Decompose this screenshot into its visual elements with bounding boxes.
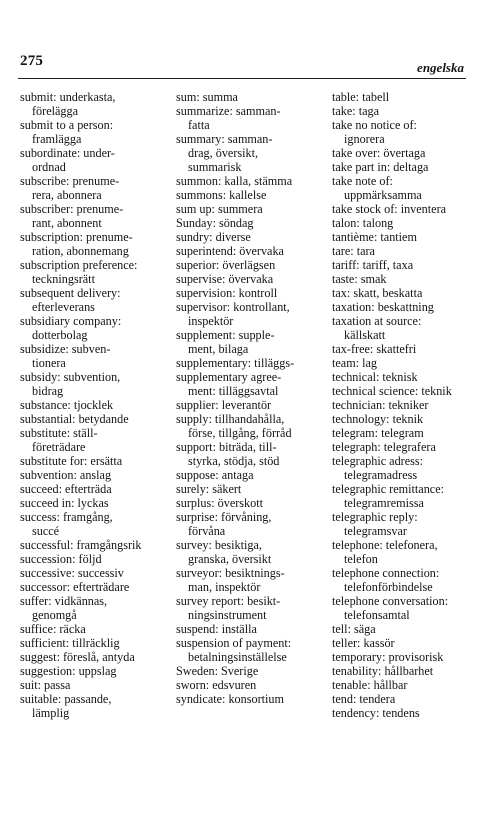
entry-line: succession: följd [20, 552, 102, 566]
glossary-entry [332, 412, 480, 426]
glossary-entry [20, 580, 170, 594]
glossary-entry [20, 202, 170, 230]
entry-line: superior: överlägsen [176, 258, 276, 272]
glossary-entry [332, 426, 480, 440]
page-number: 275 [20, 53, 44, 69]
glossary-entry [332, 160, 480, 174]
glossary-entry [332, 706, 480, 720]
glossary-entry [332, 216, 480, 230]
entry-line: success: framgång, [20, 510, 113, 524]
glossary-column-1 [20, 90, 170, 720]
entry-continuation-line: ment, bilaga [188, 342, 249, 356]
glossary-entry [176, 244, 328, 258]
entry-line: succeed in: lyckas [20, 496, 109, 510]
glossary-entry [332, 90, 480, 104]
entry-continuation-line: ningsinstrument [188, 608, 267, 622]
glossary-entry [332, 118, 480, 146]
entry-line: take stock of: inventera [332, 202, 447, 216]
glossary-entry [20, 468, 170, 482]
glossary-entry [332, 622, 480, 636]
entry-line: tendency: tendens [332, 706, 420, 720]
entry-line: sufficient: tillräcklig [20, 636, 120, 650]
entry-line: summary: samman- [176, 132, 273, 146]
entry-continuation-line: rera, abonnera [32, 188, 102, 202]
glossary-entry [332, 174, 480, 202]
entry-line: take note of: [332, 174, 393, 188]
entry-line: substitute: ställ- [20, 426, 98, 440]
entry-continuation-line: telefon [344, 552, 378, 566]
entry-line: supervise: övervaka [176, 272, 274, 286]
entry-line: substitute for: ersätta [20, 454, 123, 468]
entry-line: table: tabell [332, 90, 390, 104]
glossary-entry [20, 90, 170, 118]
entry-line: survey: besiktiga, [176, 538, 262, 552]
entry-line: subscribe: prenume- [20, 174, 120, 188]
glossary-entry [332, 384, 480, 398]
entry-line: tare: tara [332, 244, 375, 258]
glossary-entry [176, 300, 328, 328]
entry-line: technical: teknisk [332, 370, 418, 384]
entry-line: technology: teknik [332, 412, 424, 426]
glossary-entry [20, 398, 170, 412]
glossary-entry [332, 440, 480, 454]
entry-line: telephone conversation: [332, 594, 449, 608]
glossary-entry [176, 258, 328, 272]
glossary-entry [332, 538, 480, 566]
entry-line: subvention: anslag [20, 468, 112, 482]
glossary-entry [332, 202, 480, 216]
glossary-entry [176, 538, 328, 566]
entry-continuation-line: summarisk [188, 160, 242, 174]
glossary-entry [20, 342, 170, 370]
entry-line: superintend: övervaka [176, 244, 284, 258]
glossary-entry [176, 482, 328, 496]
glossary-entry [332, 482, 480, 510]
entry-line: surprise: förvåning, [176, 510, 272, 524]
entry-continuation-line: förse, tillgång, förråd [188, 426, 292, 440]
glossary-entry [20, 314, 170, 342]
entry-continuation-line: betalningsinställelse [188, 650, 287, 664]
entry-continuation-line: ignorera [344, 132, 385, 146]
entry-line: telephone connection: [332, 566, 440, 580]
entry-line: suitable: passande, [20, 692, 112, 706]
entry-continuation-line: rant, abonnent [32, 216, 102, 230]
entry-line: surveyor: besiktnings- [176, 566, 285, 580]
entry-line: taxation at source: [332, 314, 422, 328]
glossary-entry [176, 370, 328, 398]
glossary-entry [20, 174, 170, 202]
glossary-entry [20, 482, 170, 496]
entry-line: technician: tekniker [332, 398, 429, 412]
glossary-entry [332, 258, 480, 272]
glossary-entry [20, 118, 170, 146]
entry-line: successful: framgångsrik [20, 538, 142, 552]
glossary-entry [176, 678, 328, 692]
entry-line: talon: talong [332, 216, 394, 230]
entry-line: submit: underkasta, [20, 90, 116, 104]
entry-line: supplier: leverantör [176, 398, 272, 412]
entry-line: suspension of payment: [176, 636, 292, 650]
entry-continuation-line: bidrag [32, 384, 64, 398]
entry-continuation-line: inspektör [188, 314, 234, 328]
entry-continuation-line: förelägga [32, 104, 79, 118]
entry-line: subscriber: prenume- [20, 202, 124, 216]
entry-continuation-line: telefonförbindelse [344, 580, 433, 594]
entry-line: telegraphic remittance: [332, 482, 444, 496]
glossary-entry [332, 286, 480, 300]
entry-line: submit to a person: [20, 118, 114, 132]
glossary-entry [176, 566, 328, 594]
glossary-entry [20, 146, 170, 174]
glossary-entry [176, 468, 328, 482]
glossary-entry [176, 412, 328, 440]
entry-continuation-line: tionera [32, 356, 66, 370]
entry-continuation-line: telegramsvar [344, 524, 407, 538]
glossary-entry [176, 510, 328, 538]
entry-line: subsidy: subvention, [20, 370, 121, 384]
entry-continuation-line: källskatt [344, 328, 386, 342]
glossary-entry [176, 174, 328, 188]
glossary-entry [176, 636, 328, 664]
glossary-entry [332, 314, 480, 342]
entry-continuation-line: telefonsamtal [344, 608, 410, 622]
glossary-entry [20, 258, 170, 286]
glossary-entry [176, 104, 328, 132]
entry-continuation-line: granska, översikt [188, 552, 272, 566]
entry-continuation-line: förvåna [188, 524, 226, 538]
glossary-column-3 [332, 90, 480, 720]
entry-continuation-line: styrka, stödja, stöd [188, 454, 280, 468]
entry-line: tax-free: skattefri [332, 342, 417, 356]
entry-line: Sunday: söndag [176, 216, 254, 230]
glossary-entry [176, 188, 328, 202]
glossary-entry [332, 692, 480, 706]
glossary-entry [20, 510, 170, 538]
glossary-entry [20, 692, 170, 720]
entry-line: suspend: inställa [176, 622, 257, 636]
entry-continuation-line: företrädare [32, 440, 86, 454]
glossary-entry [332, 566, 480, 594]
glossary-entry [332, 594, 480, 622]
entry-continuation-line: lämplig [32, 706, 70, 720]
glossary-entry [176, 230, 328, 244]
entry-line: sum up: summera [176, 202, 263, 216]
entry-line: survey report: besikt- [176, 594, 281, 608]
glossary-entry [176, 356, 328, 370]
entry-line: tax: skatt, beskatta [332, 286, 423, 300]
glossary-entry [332, 664, 480, 678]
entry-line: suppose: antaga [176, 468, 254, 482]
glossary-entry [20, 286, 170, 314]
entry-line: technical science: teknik [332, 384, 452, 398]
entry-continuation-line: efterleverans [32, 300, 95, 314]
glossary-entry [176, 132, 328, 174]
entry-continuation-line: succé [32, 524, 60, 538]
entry-line: subsidize: subven- [20, 342, 111, 356]
glossary-entry [332, 272, 480, 286]
entry-line: sworn: edsvuren [176, 678, 257, 692]
glossary-entry [20, 622, 170, 636]
glossary-entry [332, 398, 480, 412]
entry-line: telegraphic adress: [332, 454, 424, 468]
entry-continuation-line: ment: tilläggsavtal [188, 384, 279, 398]
entry-line: tenable: hållbar [332, 678, 408, 692]
entry-continuation-line: ration, abonnemang [32, 244, 129, 258]
entry-line: supplementary agree- [176, 370, 282, 384]
entry-line: telegraphic reply: [332, 510, 418, 524]
entry-continuation-line: uppmärksamma [344, 188, 422, 202]
entry-continuation-line: framlägga [32, 132, 82, 146]
entry-line: take: taga [332, 104, 380, 118]
entry-line: summarize: samman- [176, 104, 281, 118]
entry-line: tariff: tariff, taxa [332, 258, 414, 272]
glossary-entry [20, 426, 170, 454]
entry-line: subordinate: under- [20, 146, 115, 160]
glossary-entry [176, 594, 328, 622]
entry-line: support: biträda, till- [176, 440, 277, 454]
glossary-entry [176, 496, 328, 510]
glossary-entry [176, 90, 328, 104]
glossary-entry [176, 692, 328, 706]
entry-line: telegram: telegram [332, 426, 424, 440]
glossary-entry [332, 370, 480, 384]
entry-line: supplementary: tilläggs- [176, 356, 295, 370]
entry-line: take no notice of: [332, 118, 417, 132]
glossary-entry [20, 566, 170, 580]
entry-line: tend: tendera [332, 692, 396, 706]
entry-line: supply: tillhandahålla, [176, 412, 285, 426]
glossary-entry [332, 636, 480, 650]
glossary-entry [332, 300, 480, 314]
entry-line: surplus: överskott [176, 496, 264, 510]
entry-line: subsidiary company: [20, 314, 122, 328]
entry-line: suffice: räcka [20, 622, 86, 636]
entry-line: tantième: tantiem [332, 230, 417, 244]
glossary-entry [176, 286, 328, 300]
entry-continuation-line: genomgå [32, 608, 77, 622]
glossary-entry [20, 650, 170, 664]
entry-line: summons: kallelse [176, 188, 267, 202]
entry-line: syndicate: konsortium [176, 692, 284, 706]
entry-line: supplement: supple- [176, 328, 275, 342]
entry-line: successor: efterträdare [20, 580, 130, 594]
glossary-entry [20, 664, 170, 678]
entry-line: subscription preference: [20, 258, 138, 272]
entry-line: supervision: kontroll [176, 286, 278, 300]
entry-line: subscription: prenume- [20, 230, 133, 244]
entry-line: sum: summa [176, 90, 238, 104]
entry-line: teller: kassör [332, 636, 395, 650]
entry-line: telephone: telefonera, [332, 538, 438, 552]
glossary-entry [176, 664, 328, 678]
entry-line: suggest: föreslå, antyda [20, 650, 135, 664]
entry-line: taste: smak [332, 272, 387, 286]
entry-line: suffer: vidkännas, [20, 594, 108, 608]
glossary-entry [332, 230, 480, 244]
glossary-entry [176, 622, 328, 636]
glossary-entry [332, 342, 480, 356]
entry-line: substance: tjocklek [20, 398, 114, 412]
entry-line: team: lag [332, 356, 378, 370]
entry-continuation-line: dotterbolag [32, 328, 88, 342]
glossary-entry [176, 202, 328, 216]
glossary-entry [20, 230, 170, 258]
entry-line: tell: säga [332, 622, 376, 636]
entry-line: taxation: beskattning [332, 300, 434, 314]
glossary-entry [332, 510, 480, 538]
entry-line: substantial: betydande [20, 412, 129, 426]
running-head: engelska [417, 60, 464, 75]
glossary-entry [20, 636, 170, 650]
header-rule [18, 78, 466, 79]
entry-line: suit: passa [20, 678, 71, 692]
entry-line: telegraph: telegrafera [332, 440, 436, 454]
entry-continuation-line: fatta [188, 118, 210, 132]
entry-continuation-line: ordnad [32, 160, 66, 174]
glossary-entry [332, 678, 480, 692]
glossary-entry [20, 412, 170, 426]
glossary-entry [332, 356, 480, 370]
entry-line: surely: säkert [176, 482, 242, 496]
glossary-entry [176, 328, 328, 356]
entry-continuation-line: man, inspektör [188, 580, 261, 594]
entry-line: suggestion: uppslag [20, 664, 117, 678]
glossary-column-2 [176, 90, 328, 706]
entry-continuation-line: telegramremissa [344, 496, 424, 510]
entry-line: temporary: provisorisk [332, 650, 444, 664]
glossary-entry [332, 454, 480, 482]
glossary-entry [176, 398, 328, 412]
entry-line: supervisor: kontrollant, [176, 300, 290, 314]
entry-line: subsequent delivery: [20, 286, 121, 300]
entry-continuation-line: drag, översikt, [188, 146, 259, 160]
glossary-entry [20, 454, 170, 468]
glossary-entry [20, 370, 170, 398]
glossary-entry [332, 104, 480, 118]
entry-continuation-line: telegramadress [344, 468, 418, 482]
entry-line: take part in: deltaga [332, 160, 429, 174]
glossary-entry [176, 216, 328, 230]
glossary-entry [332, 650, 480, 664]
entry-line: successive: successiv [20, 566, 124, 580]
entry-line: tenability: hållbarhet [332, 664, 434, 678]
glossary-entry [332, 146, 480, 160]
glossary-entry [176, 440, 328, 468]
entry-line: take over: övertaga [332, 146, 426, 160]
entry-line: summon: kalla, stämma [176, 174, 293, 188]
entry-line: succeed: efterträda [20, 482, 112, 496]
glossary-entry [20, 538, 170, 552]
glossary-entry [332, 244, 480, 258]
entry-continuation-line: teckningsrätt [32, 272, 95, 286]
glossary-entry [20, 552, 170, 566]
glossary-entry [20, 678, 170, 692]
glossary-entry [176, 272, 328, 286]
entry-line: sundry: diverse [176, 230, 251, 244]
entry-line: Sweden: Sverige [176, 664, 259, 678]
glossary-entry [20, 594, 170, 622]
glossary-entry [20, 496, 170, 510]
